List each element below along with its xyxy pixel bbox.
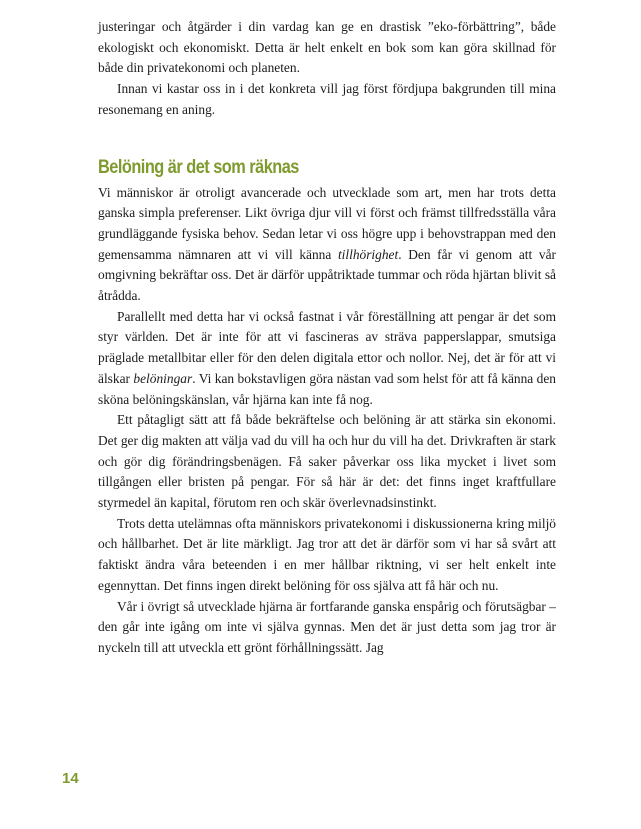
page-number: 14 [62,770,79,787]
paragraph-text: . Den får vi genom att vår omgivning bekräftar oss. Det är därför uppåtriktade tummar och röda hjärtan blivit så åtrådda. [98,246,556,304]
section-heading: Belöning är det som räknas [98,156,299,178]
emphasized-word: belöningar [133,370,193,386]
section-paragraph-2 [98,307,556,411]
emphasized-word: tillhörighet [337,246,399,262]
section-paragraph-5: Vår i övrigt så utvecklade hjärna är fortfarande ganska enspårig och förutsägbar – den går inte igång om inte vi själva gynnas. Men det är just detta som jag tror är nyckeln till att utveckla ett grönt förhållningssätt. Jag [98,598,556,655]
intro-paragraph-1: justeringar och åtgärder i din vardag kan ge en drastisk ”eko-förbättring”, både ekologiskt och ekonomiskt. Detta är helt enkelt en bok som kan göra skillnad för både din privatekonomi och planeten. [98,19,556,76]
page-body [98,17,556,659]
intro-paragraph-2: Innan vi kastar oss in i det konkreta vill jag först fördjupa bakgrunden till mina resonemang en aning. [98,81,556,117]
section-paragraph-1 [98,183,556,307]
section-paragraph-4: Trots detta utelämnas ofta människors privatekonomi i diskussionerna kring miljö och hållbarhet. Det är lite märkligt. Jag tror att det är därför som vi har så svårt att faktiskt ändra våra beteenden i en mer hållbar riktning, vi ser helt enkelt inte egennyttan. Det finns ingen direkt belöning för oss själva att få här och nu. [98,515,556,593]
paragraph-text: Parallellt med detta har vi också fastnat i vår föreställning att pengar är det som styr världen. Det är inte för att vi fascineras av sträva papperslappar, smutsiga präglade metallbitar eller för den delen digitala ettor och nollor. Nej, det är för att vi älskar [98,308,556,386]
paragraph-text: . Vi kan bokstavligen göra nästan vad som helst för att få känna den sköna belöningskänslan, vår hjärna kan inte få nog. [98,370,556,407]
paragraph-text: Vi människor är otroligt avancerade och utvecklade som art, men har trots detta ganska simpla preferenser. Likt övriga djur vill vi först och främst tillfredsställa våra grundläggande fysiska behov. Sedan letar vi oss högre upp i behovstrappan med den gemensamma nämnaren att vi vill känna [98,184,556,262]
section-paragraph-3: Ett påtagligt sätt att få både bekräftelse och belöning är att stärka sin ekonomi. Det ger dig makten att välja vad du vill ha och hur du vill ha det. Drivkraften är stark och gör dig förändringsbenägen. Få saker påverkar oss lika mycket i livet som tillgången eller bristen på pengar. För så här är det: det finns inget kraftfullare styrmedel än kapital, förutom ren och skär överlevnadsinstinkt. [98,412,556,511]
